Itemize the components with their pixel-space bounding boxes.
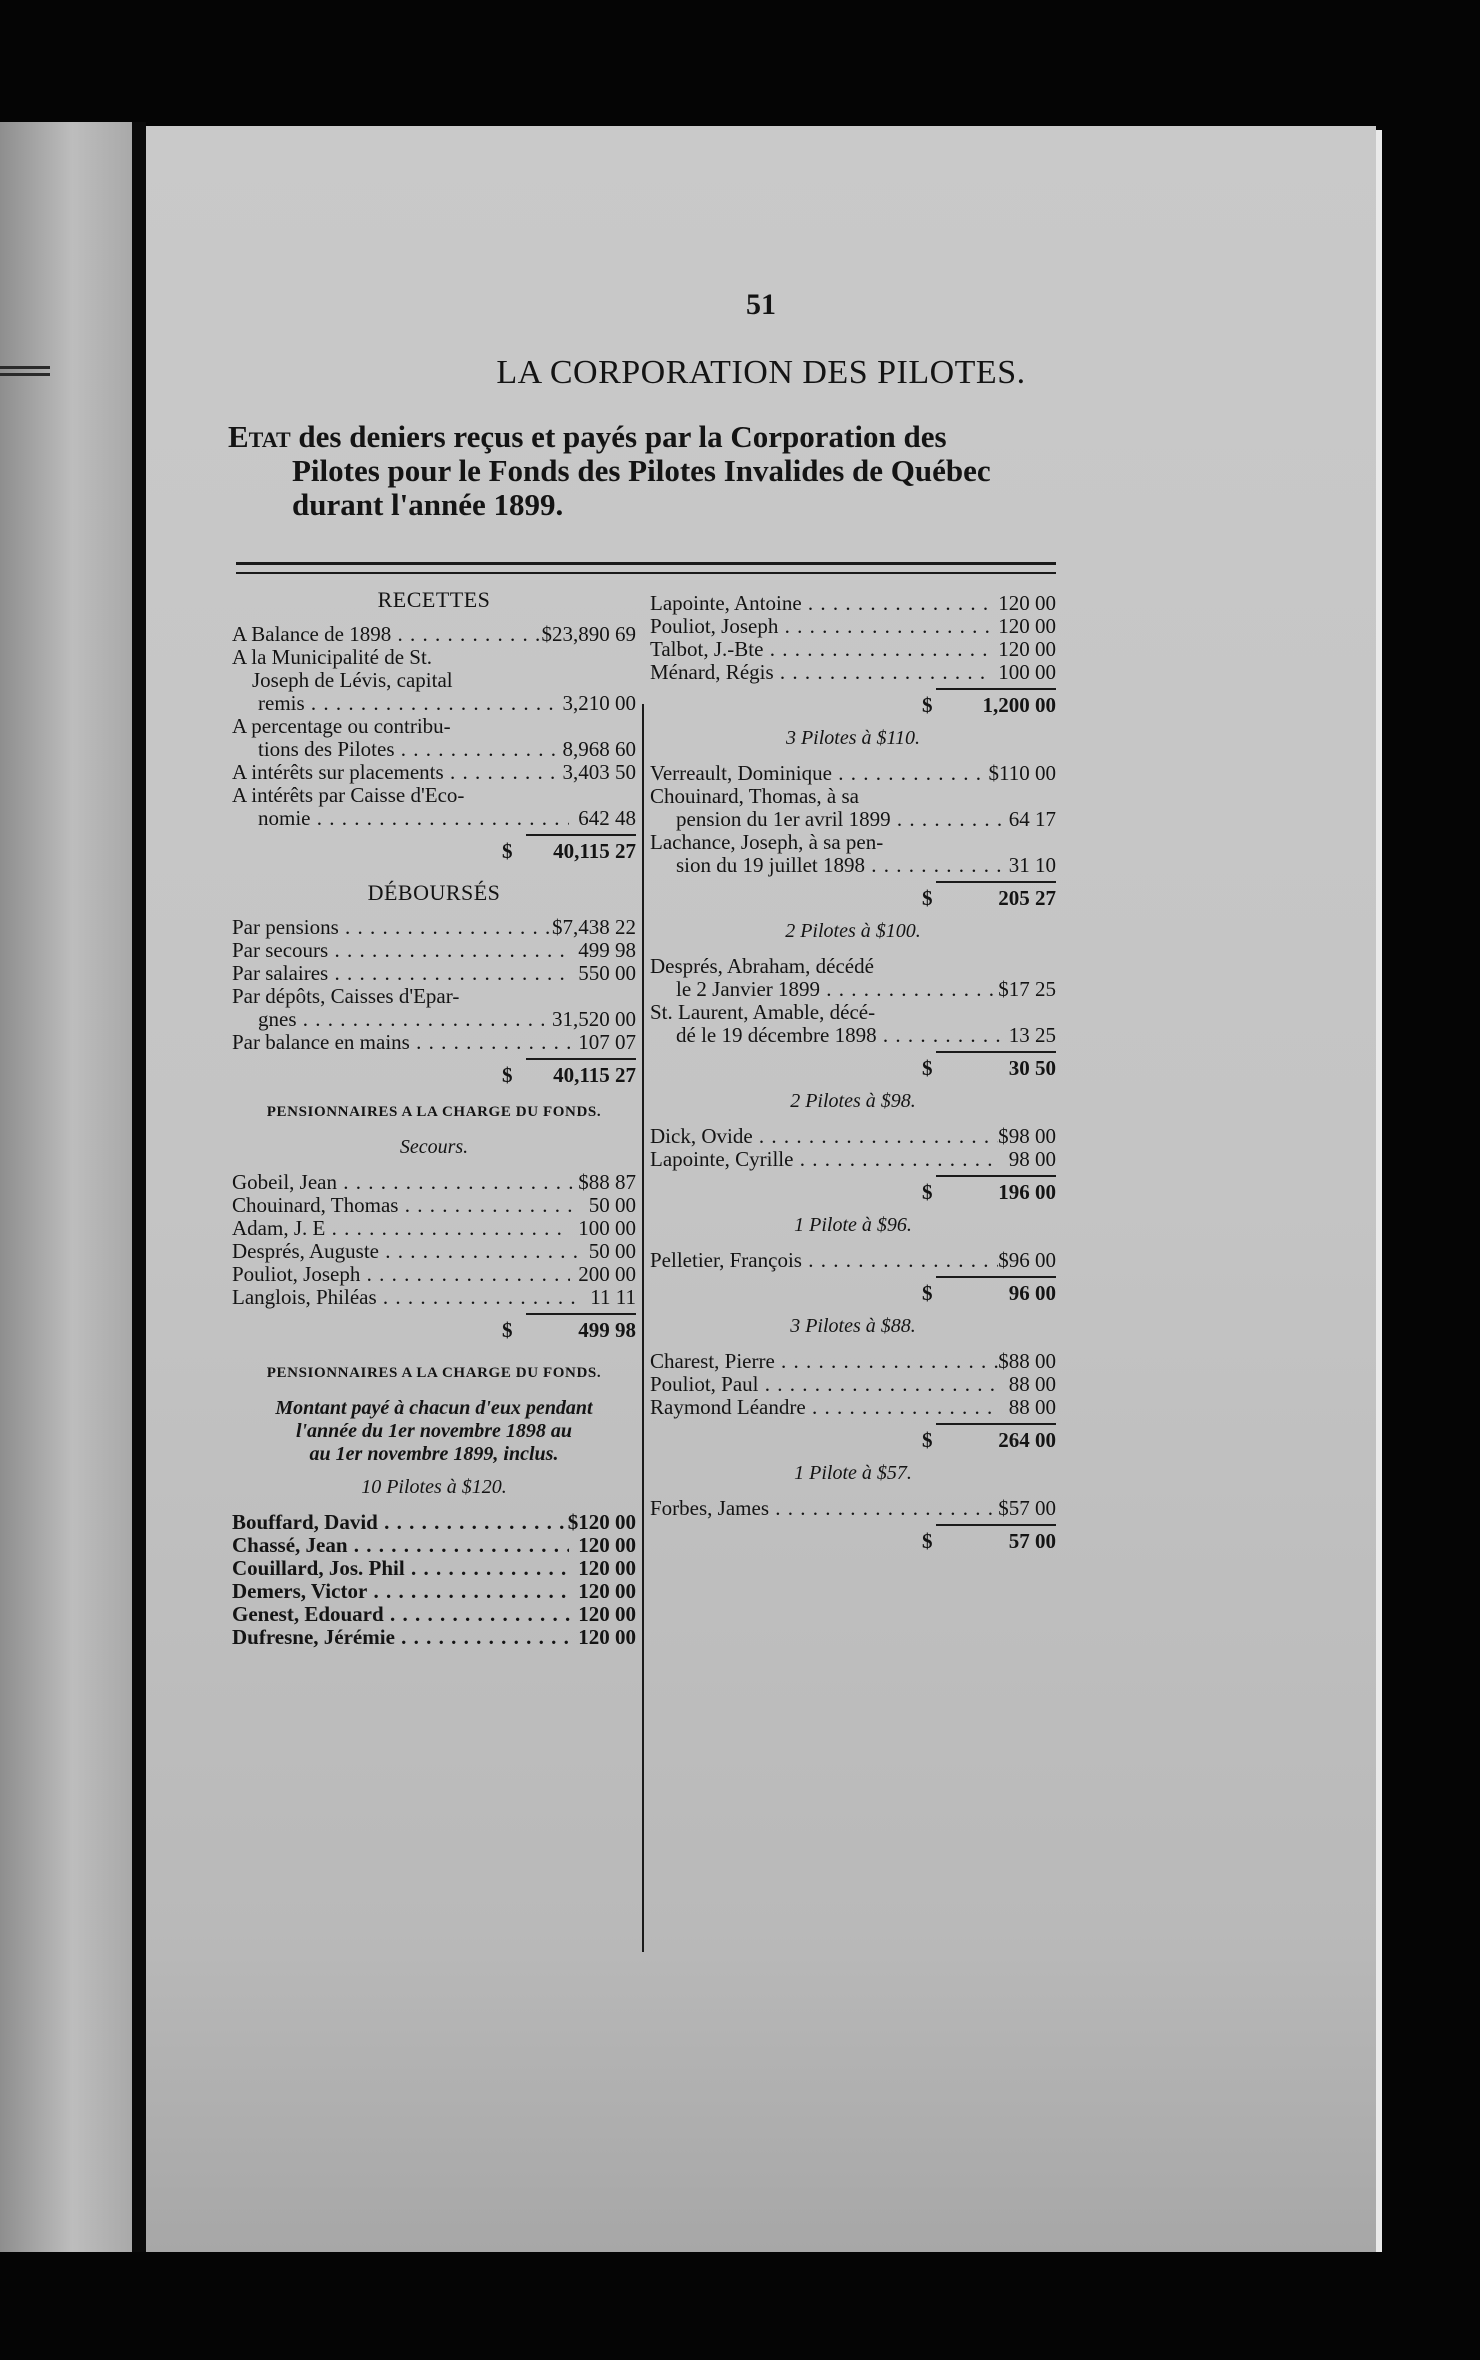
entry-amount: 120 00 [578, 1579, 636, 1603]
group-100-list [650, 955, 1056, 1047]
entry-name: Charest, Pierre . . . [650, 1350, 998, 1373]
entry-amount: 88 00 [1008, 1349, 1056, 1373]
entry-amount: 8,968 60 [562, 737, 636, 761]
table-row [232, 1171, 636, 1194]
entry-amount: 31,520 00 [552, 1007, 636, 1031]
entry-amount: 98 00 [1008, 1147, 1056, 1171]
entry-amount: 120 00 [578, 1602, 636, 1626]
currency-sign: $ [988, 761, 1000, 785]
book-gutter [132, 122, 146, 2252]
entry-amount: 100 00 [578, 1216, 636, 1240]
entry-name: Ménard, Régis . . . [650, 661, 990, 684]
entry-name: Lapointe, Antoine . . . [650, 592, 990, 615]
entry-amount: 499 98 [578, 938, 636, 962]
secours-heading: Secours. [399, 1136, 469, 1158]
table-row [650, 615, 1056, 638]
entry-name: Langlois, Philéas . . . [232, 1286, 582, 1309]
table-row [232, 1008, 636, 1031]
entry-amount: 3,403 50 [562, 760, 636, 784]
entry-amount: 7,438 22 [562, 915, 636, 939]
entry-amount: 11 11 [590, 1285, 636, 1309]
table-row [232, 916, 636, 939]
entry-amount: 107 07 [578, 1030, 636, 1054]
table-row [232, 738, 636, 761]
table-row [232, 1031, 636, 1054]
table-row [232, 1240, 636, 1263]
group-heading: 2 Pilotes à $98. [790, 1090, 916, 1112]
pensions-note [232, 1397, 636, 1466]
total-amount: 40,115 27 [553, 1063, 636, 1087]
entry-amount: 50 00 [588, 1193, 636, 1217]
statement-line-3: durant l'année 1899. [292, 487, 564, 522]
currency-sign: $ [922, 1529, 933, 1553]
currency-sign: $ [541, 622, 552, 646]
currency-sign: $ [998, 1349, 1009, 1373]
total-amount: 264 00 [998, 1428, 1056, 1452]
entry-name: sion du 19 juillet 1898 . . . [650, 854, 1001, 877]
page-edge [1376, 130, 1382, 2252]
statement-line-2: Pilotes pour le Fonds des Pilotes Invalides de Québec [292, 453, 991, 488]
group-heading: 1 Pilote à $57. [794, 1462, 912, 1484]
table-row [650, 661, 1056, 684]
currency-sign: $ [567, 1510, 579, 1534]
total-rule [936, 1175, 1056, 1177]
group-88-list [650, 1350, 1056, 1419]
entry-name: Pouliot, Paul . . . [650, 1373, 1000, 1396]
currency-sign: $ [922, 1180, 933, 1204]
total-amount: 96 00 [1008, 1281, 1056, 1305]
currency-sign: $ [922, 1056, 933, 1080]
rule-mark [0, 373, 50, 376]
entry-name: Adam, J. E . . . [232, 1217, 569, 1240]
total-amount: 196 00 [998, 1180, 1056, 1204]
group-heading: 2 Pilotes à $100. [785, 920, 921, 942]
entry-name: Dufresne, Jérémie . . . [232, 1626, 570, 1649]
entry-amount: 64 17 [1008, 807, 1056, 831]
entry-amount: 120 00 [998, 614, 1056, 638]
statement-line-1 [228, 420, 1208, 454]
entry-name: tions des Pilotes . . . [232, 738, 555, 761]
statement-text-1: des deniers reçus et payés par la Corporation des [298, 419, 947, 454]
table-row [650, 1497, 1056, 1520]
table-row [232, 692, 636, 715]
entry-name: A intérêts sur placements . . . [232, 761, 555, 784]
entry-amount: 120 00 [998, 591, 1056, 615]
statement-heading [228, 420, 1208, 522]
currency-sign: $ [922, 1281, 933, 1305]
entry-amount: 120 00 [998, 637, 1056, 661]
entry-name: Chouinard, Thomas . . . [232, 1194, 580, 1217]
table-row [232, 1263, 636, 1286]
table-row [232, 1557, 636, 1580]
rule-mark [0, 366, 50, 369]
entry-name: Chassé, Jean . . . [232, 1534, 569, 1557]
debourses-heading: DÉBOURSÉS [367, 880, 501, 905]
entry-name: Raymond Léandre . . . [650, 1396, 1000, 1419]
total-rule [936, 1276, 1056, 1278]
table-row [650, 978, 1056, 1001]
table-row [650, 592, 1056, 615]
table-row [650, 1148, 1056, 1171]
entry-name: Verreault, Dominique . . . [650, 762, 989, 785]
entry-amount: 13 25 [1008, 1023, 1056, 1047]
entry-name: gnes . . . [232, 1008, 544, 1031]
entry-amount: 57 00 [1008, 1496, 1056, 1520]
table-row [232, 761, 636, 784]
entry-name: Par salaires . . . [232, 962, 569, 985]
entry-name: nomie . . . [232, 807, 569, 830]
secours-total [232, 1319, 636, 1342]
table-row [650, 1373, 1056, 1396]
group-heading: 1 Pilote à $96. [794, 1214, 912, 1236]
group-120-list [232, 1511, 636, 1649]
entry-text: St. Laurent, Amable, décé- [650, 1000, 876, 1024]
entry-name: Pelletier, François . . . [650, 1249, 998, 1272]
table-row [232, 1511, 636, 1534]
document-page [146, 126, 1376, 2252]
entry-name: Pouliot, Joseph . . . [232, 1263, 570, 1286]
group-heading: 10 Pilotes à $120. [361, 1476, 507, 1498]
left-column [232, 586, 636, 1649]
entry-text: Par dépôts, Caisses d'Epar- [232, 984, 460, 1008]
column-divider [642, 704, 644, 1952]
entry-continued: Joseph de Lévis, capital [252, 668, 453, 692]
note-line: au 1er novembre 1899, inclus. [309, 1443, 559, 1465]
table-row [650, 1249, 1056, 1272]
entry-amount: 17 25 [1008, 977, 1056, 1001]
table-row [232, 962, 636, 985]
entry-name: Pouliot, Joseph . . . [650, 615, 990, 638]
entry-amount: 3,210 00 [562, 691, 636, 715]
entry-name: pension du 1er avril 1899 . . . [650, 808, 1001, 831]
total-rule [936, 1051, 1056, 1053]
total-rule [936, 1524, 1056, 1526]
group-96-list [650, 1249, 1056, 1272]
statement-lead: Etat [228, 419, 291, 454]
group-110-list [650, 762, 1056, 877]
entry-name: le 2 Janvier 1899 . . . [650, 978, 998, 1001]
entry-amount: 50 00 [588, 1239, 636, 1263]
total-amount: 1,200 00 [982, 693, 1056, 717]
table-row [232, 939, 636, 962]
currency-sign: $ [922, 693, 933, 717]
entry-text: Lachance, Joseph, à sa pen- [650, 830, 884, 854]
secours-caption: PENSIONNAIRES A LA CHARGE DU FONDS. [266, 1104, 602, 1120]
total-rule [526, 1313, 636, 1315]
entry-text: A intérêts par Caisse d'Eco- [232, 783, 465, 807]
group-98-list [650, 1125, 1056, 1171]
debourses-total [232, 1064, 636, 1087]
group-96-total [650, 1282, 1056, 1305]
entry-amount: 200 00 [578, 1262, 636, 1286]
currency-sign: $ [998, 977, 1009, 1001]
entry-amount: 120 00 [578, 1510, 636, 1534]
entry-amount: 88 00 [1008, 1372, 1056, 1396]
entry-name: A Balance de 1898 . . . [232, 623, 542, 646]
total-rule [936, 1423, 1056, 1425]
entry-amount: 120 00 [578, 1556, 636, 1580]
entry-name: Par secours . . . [232, 939, 569, 962]
entry-amount: 88 87 [588, 1170, 636, 1194]
entry-name: Dick, Ovide . . . [650, 1125, 998, 1148]
table-row [650, 1024, 1056, 1047]
group-57-total [650, 1530, 1056, 1553]
page-number: 51 [746, 288, 776, 321]
table-row [232, 1194, 636, 1217]
table-row [650, 854, 1056, 877]
pensions-caption: PENSIONNAIRES A LA CHARGE DU FONDS. [266, 1365, 602, 1381]
group-57-list [650, 1497, 1056, 1520]
entry-name: Demers, Victor . . . [232, 1580, 570, 1603]
entry-amount: 88 00 [1008, 1395, 1056, 1419]
table-row [232, 807, 636, 830]
note-line: l'année du 1er novembre 1898 au [295, 1420, 573, 1442]
entry-name: Par balance en mains . . . [232, 1031, 570, 1054]
group-heading: 3 Pilotes à $110. [785, 727, 921, 749]
entry-name: Bouffard, David . . . [232, 1511, 568, 1534]
table-row [650, 1396, 1056, 1419]
currency-sign: $ [502, 839, 513, 863]
group-110-total [650, 887, 1056, 910]
table-row [650, 762, 1056, 785]
total-amount: 57 00 [1008, 1529, 1056, 1553]
entry-text: A percentage ou contribu- [232, 714, 451, 738]
total-amount: 499 98 [578, 1318, 636, 1342]
entry-amount: 642 48 [578, 806, 636, 830]
table-row [232, 1286, 636, 1309]
total-rule [936, 688, 1056, 690]
table-row [232, 1217, 636, 1240]
total-amount: 40,115 27 [553, 839, 636, 863]
entry-name: Lapointe, Cyrille . . . [650, 1148, 1000, 1171]
page-title: LA CORPORATION DES PILOTES. [496, 354, 1026, 391]
total-rule [526, 1058, 636, 1060]
double-rule [236, 562, 1056, 574]
group-heading: 3 Pilotes à $88. [790, 1315, 916, 1337]
entry-amount: 96 00 [1008, 1248, 1056, 1272]
entry-name: Talbot, J.-Bte . . . [650, 638, 989, 661]
entry-text: Després, Abraham, décédé [650, 954, 874, 978]
total-amount: 30 50 [1008, 1056, 1056, 1080]
note-line: Montant payé à chacun d'eux pendant [275, 1397, 593, 1419]
recettes-list [232, 623, 636, 830]
currency-sign: $ [998, 1496, 1009, 1520]
group-120-total [650, 694, 1056, 717]
entry-amount: 98 00 [1008, 1124, 1056, 1148]
entry-name: Par pensions . . . [232, 916, 552, 939]
currency-sign: $ [502, 1063, 513, 1087]
table-row [650, 1350, 1056, 1373]
currency-sign: $ [502, 1318, 513, 1342]
table-row [232, 1603, 636, 1626]
table-row [650, 808, 1056, 831]
group-88-total [650, 1429, 1056, 1452]
entry-name: Gobeil, Jean . . . [232, 1171, 578, 1194]
previous-page-edge [0, 122, 132, 2252]
table-row [232, 1534, 636, 1557]
entry-name: dé le 19 décembre 1898 . . . [650, 1024, 1001, 1047]
entry-amount: 110 00 [999, 761, 1056, 785]
entry-name: Després, Auguste . . . [232, 1240, 580, 1263]
entry-text: Chouinard, Thomas, à sa [650, 784, 859, 808]
right-column [650, 592, 1056, 1553]
table-row [232, 1626, 636, 1649]
entry-name: remis . . . [232, 692, 554, 715]
currency-sign: $ [552, 915, 563, 939]
currency-sign: $ [578, 1170, 589, 1194]
table-row [650, 638, 1056, 661]
table-row [232, 623, 636, 646]
total-rule [526, 834, 636, 836]
currency-sign: $ [998, 1248, 1009, 1272]
group-100-total [650, 1057, 1056, 1080]
entry-amount: 31 10 [1008, 853, 1056, 877]
table-row [650, 1125, 1056, 1148]
debourses-list [232, 916, 636, 1054]
entry-text: A la Municipalité de St. [232, 645, 433, 669]
entry-name: Forbes, James . . . [650, 1497, 998, 1520]
group-98-total [650, 1181, 1056, 1204]
entry-name: Couillard, Jos. Phil . . . [232, 1557, 570, 1580]
entry-name: Genest, Edouard . . . [232, 1603, 570, 1626]
entry-amount: 120 00 [578, 1625, 636, 1649]
currency-sign: $ [998, 1124, 1009, 1148]
total-rule [936, 881, 1056, 883]
currency-sign: $ [922, 886, 933, 910]
table-row [232, 1580, 636, 1603]
total-amount: 205 27 [998, 886, 1056, 910]
entry-amount: 23,890 69 [552, 622, 636, 646]
recettes-total [232, 840, 636, 863]
entry-amount: 100 00 [998, 660, 1056, 684]
currency-sign: $ [922, 1428, 933, 1452]
entry-amount: 550 00 [578, 961, 636, 985]
entry-amount: 120 00 [578, 1533, 636, 1557]
group-120-continued-list [650, 592, 1056, 684]
recettes-heading: RECETTES [377, 587, 491, 612]
secours-list [232, 1171, 636, 1309]
